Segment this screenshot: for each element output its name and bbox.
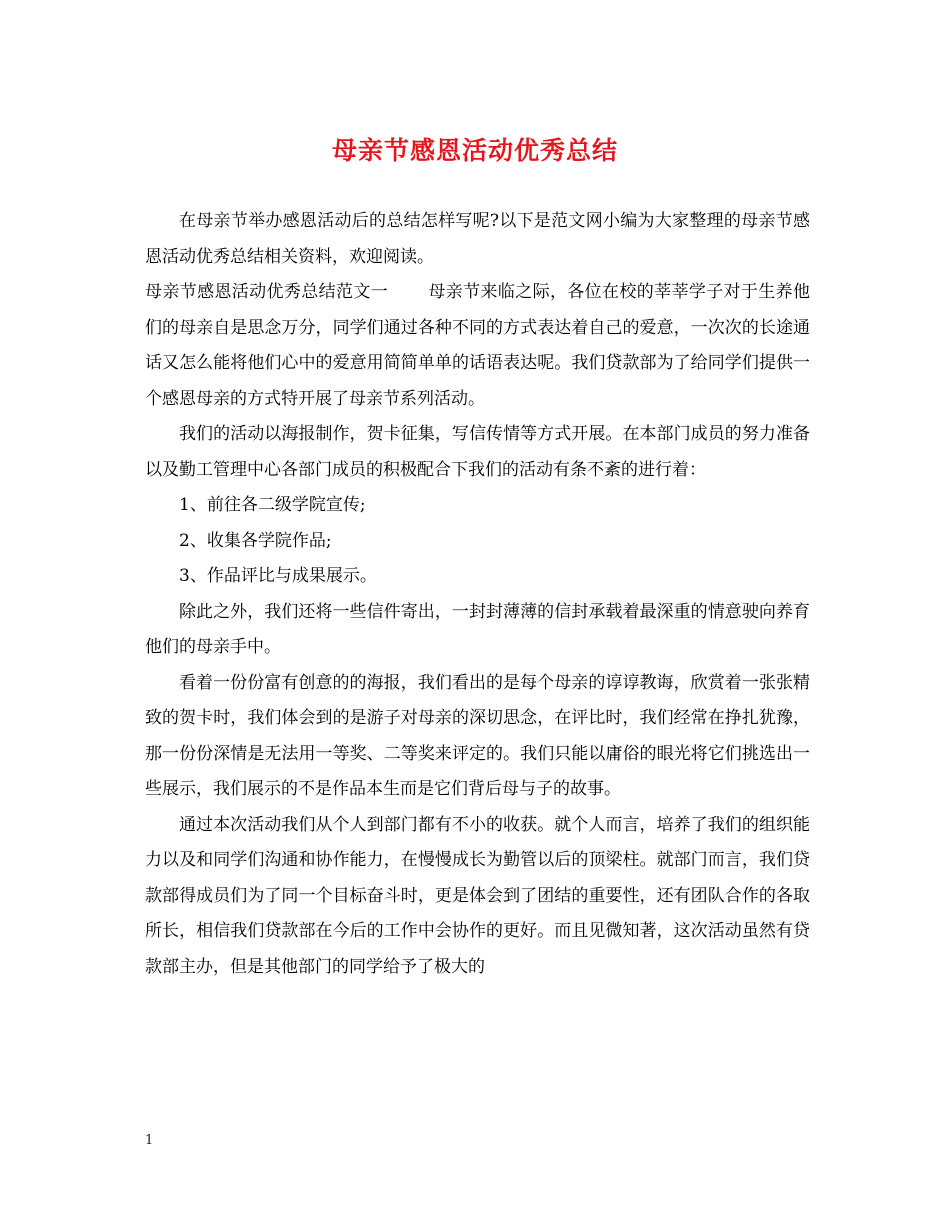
summary-paragraph: 通过本次活动我们从个人到部门都有不小的收获。就个人而言，培养了我们的组织能力以及和同学们沟通和协作能力，在慢慢成长为勤管以后的顶梁柱。就部门而言，我们贷款部得成员们为了同一个目标奋斗时，更是体会到了团结的重要性，还有团队合作的各取所长，相信我们贷款部在今后的工作中会协作的更好。而且见微知著，这次活动虽然有贷款部主办，但是其他部门的同学给予了极大的	[145, 814, 810, 977]
evaluation-paragraph: 看着一份份富有创意的的海报，我们看出的是每个母亲的谆谆教诲，欣赏着一张张精致的贺卡时，我们体会到的是游子对母亲的深切思念，在评比时，我们经常在挣扎犹豫，那一份份深情是无法用一等奖、二等奖来评定的。我们只能以庸俗的眼光将它们挑选出一些展示，我们展示的不是作品本生而是它们背后母与子的故事。	[145, 672, 810, 799]
sample-first-paragraph: 母亲节来临之际，各位在校的莘莘学子对于生养他们的母亲自是思念万分，同学们通过各种不同的方式表达着自己的爱意，一次次的长途通话又怎么能将他们心中的爱意用简简单单的话语表达呢。我们贷款部为了给同学们提供一个感恩母亲的方式特开展了母亲节系列活动。	[145, 282, 811, 409]
list-item: 1、前往各二级学院宣传;	[179, 495, 366, 515]
activity-format-paragraph: 我们的活动以海报制作，贺卡征集，写信传情等方式开展。在本部门成员的努力准备以及勤工管理中心各部门成员的积极配合下我们的活动有条不紊的进行着：	[145, 424, 810, 480]
page-number: 1	[145, 1133, 154, 1148]
sample-heading: 母亲节感恩活动优秀总结范文一	[145, 282, 389, 302]
document-body	[145, 204, 810, 985]
intro-paragraph: 在母亲节举办感恩活动后的总结怎样写呢?以下是范文网小编为大家整理的母亲节感恩活动优秀总结相关资料，欢迎阅读。	[145, 211, 810, 267]
list-item: 2、收集各学院作品;	[179, 530, 332, 551]
sample-paragraph	[145, 275, 810, 417]
document-title: 母亲节感恩活动优秀总结	[331, 136, 618, 165]
letters-paragraph: 除此之外，我们还将一些信件寄出，一封封薄薄的信封承载着最深重的情意驶向养育他们的母亲手中。	[145, 601, 810, 657]
list-item: 3、作品评比与成果展示。	[179, 566, 377, 586]
